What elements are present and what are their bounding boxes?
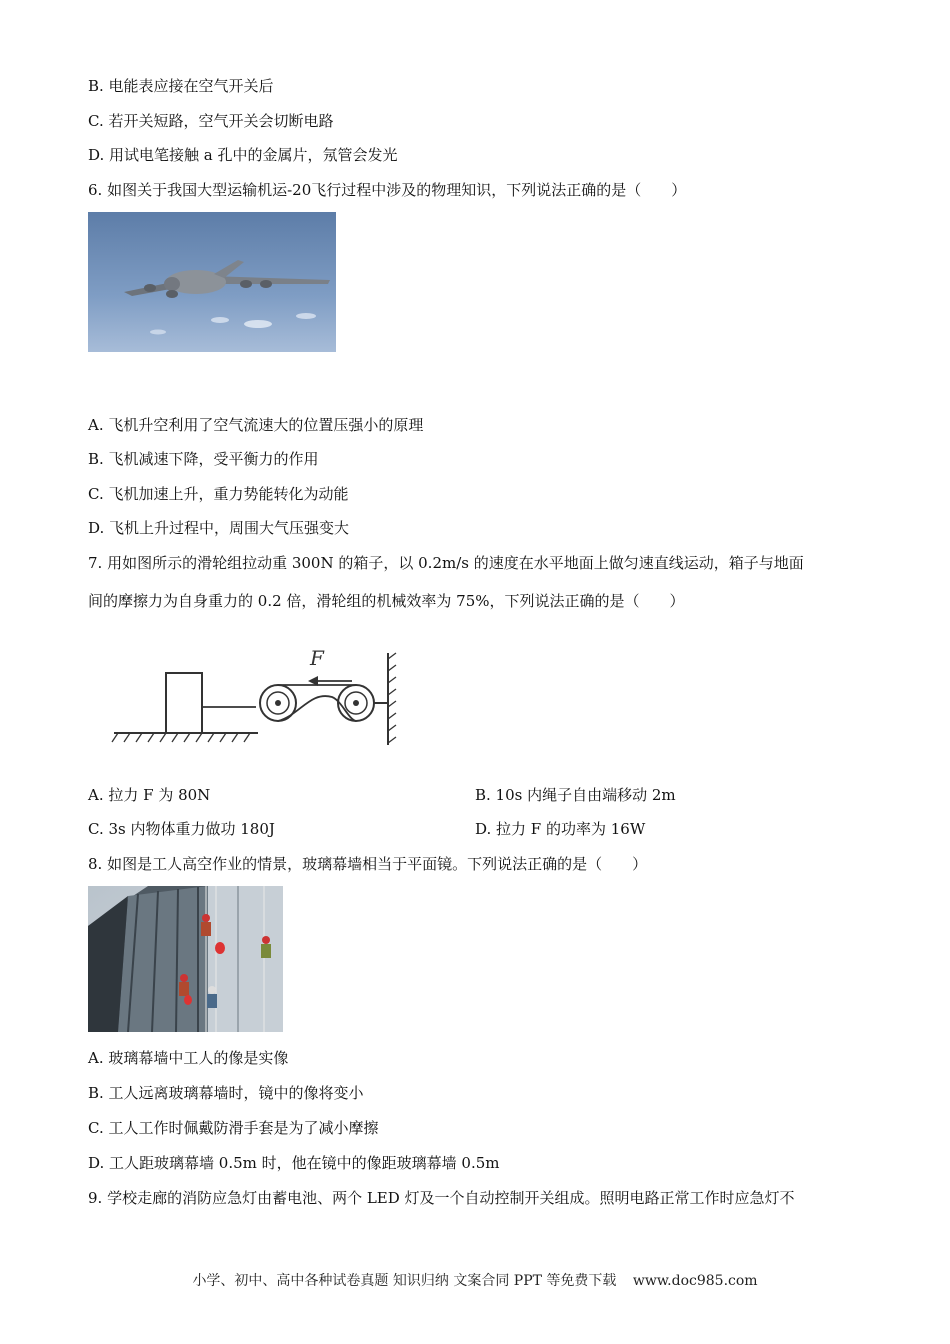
q8-stem: 8. 如图是工人高空作业的情景，玻璃幕墙相当于平面镜。下列说法正确的是（ ）: [88, 855, 648, 873]
q8-option-d: D. 工人距玻璃幕墙 0.5m 时，他在镜中的像距玻璃幕墙 0.5m: [88, 1154, 500, 1172]
footer-text: 小学、初中、高中各种试卷真题 知识归纳 文案合同 PPT 等免费下载: [192, 1273, 617, 1289]
q9-stem-line1: 9. 学校走廊的消防应急灯由蓄电池、两个 LED 灯及一个自动控制开关组成。照明电路正常工作时应急灯不: [88, 1189, 795, 1207]
q8-option-c: C. 工人工作时佩戴防滑手套是为了减小摩擦: [88, 1119, 379, 1137]
q6-stem: 6. 如图关于我国大型运输机运-20飞行过程中涉及的物理知识，下列说法正确的是（ ）: [88, 181, 687, 199]
force-label: F: [310, 646, 324, 670]
q5-option-c: C. 若开关短路，空气开关会切断电路: [88, 112, 334, 130]
footer-url[interactable]: www.doc985.com: [632, 1273, 758, 1289]
q7-option-c: C. 3s 内物体重力做功 180J: [88, 820, 275, 838]
airplane-photo: [88, 212, 336, 352]
q7-option-b: B. 10s 内绳子自由端移动 2m: [475, 786, 676, 804]
q6-option-c: C. 飞机加速上升，重力势能转化为动能: [88, 485, 349, 503]
q6-option-a: A. 飞机升空利用了空气流速大的位置压强小的原理: [88, 416, 424, 434]
pulley-diagram: [110, 645, 400, 750]
q7-option-d: D. 拉力 F 的功率为 16W: [475, 820, 646, 838]
q5-option-d: D. 用试电笔接触 a 孔中的金属片，氖管会发光: [88, 146, 398, 164]
workers-photo: [88, 886, 283, 1032]
q5-option-b: B. 电能表应接在空气开关后: [88, 77, 274, 95]
q8-option-a: A. 玻璃幕墙中工人的像是实像: [88, 1049, 289, 1067]
q6-option-b: B. 飞机减速下降，受平衡力的作用: [88, 450, 319, 468]
q7-option-a: A. 拉力 F 为 80N: [88, 786, 211, 804]
page-footer: [0, 1270, 950, 1290]
q6-option-d: D. 飞机上升过程中，周围大气压强变大: [88, 519, 350, 537]
q7-stem-line1: 7. 用如图所示的滑轮组拉动重 300N 的箱子，以 0.2m/s 的速度在水平地面上做匀速直线运动，箱子与地面: [88, 554, 804, 572]
q7-stem-line2: 间的摩擦力为自身重力的 0.2 倍，滑轮组的机械效率为 75%，下列说法正确的是（ ）: [88, 592, 685, 610]
q8-option-b: B. 工人远离玻璃幕墙时，镜中的像将变小: [88, 1084, 364, 1102]
